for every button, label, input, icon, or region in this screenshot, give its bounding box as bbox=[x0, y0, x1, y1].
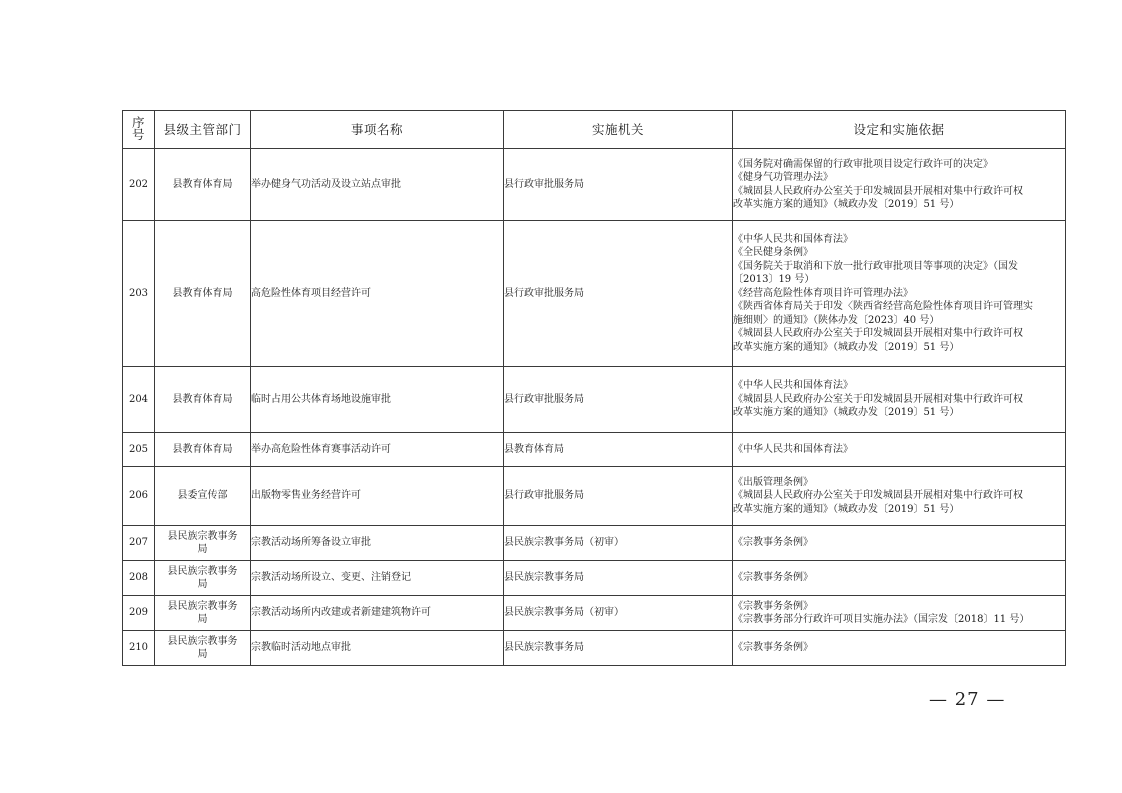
row-dept: 县教育体育局 bbox=[155, 149, 251, 221]
row-basis bbox=[733, 596, 1066, 631]
row-dept: 县委宣传部 bbox=[155, 467, 251, 526]
dept-line: 局 bbox=[197, 649, 208, 660]
row-seq: 205 bbox=[123, 433, 155, 467]
row-seq: 206 bbox=[123, 467, 155, 526]
row-item-name: 宗教活动场所内改建或者新建建筑物许可 bbox=[251, 596, 504, 631]
basis-line: 《宗教事务条例》 bbox=[733, 572, 813, 584]
dept-line: 局 bbox=[197, 544, 208, 555]
row-agency: 县行政审批服务局 bbox=[504, 149, 733, 221]
row-item-name: 举办健身气功活动及设立站点审批 bbox=[251, 149, 504, 221]
row-agency: 县民族宗教事务局（初审） bbox=[504, 596, 733, 631]
table-row bbox=[123, 561, 1066, 596]
basis-line: 《宗教事务条例》 bbox=[733, 537, 813, 549]
row-agency: 县民族宗教事务局 bbox=[504, 561, 733, 596]
dept-line: 县民族宗教事务 bbox=[167, 565, 238, 577]
approval-items-table bbox=[122, 110, 1066, 666]
table-row bbox=[123, 367, 1066, 433]
basis-line: 改革实施方案的通知》（城政办发〔2019〕51 号） bbox=[733, 503, 960, 515]
header-seq bbox=[123, 111, 155, 149]
table-row bbox=[123, 526, 1066, 561]
basis-line: 《中华人民共和国体育法》 bbox=[733, 233, 853, 245]
basis-line: 《宗教事务条例》 bbox=[733, 600, 813, 612]
basis-line: 《国务院关于取消和下放一批行政审批项目等事项的决定》（国发 bbox=[733, 260, 1018, 272]
table-row bbox=[123, 433, 1066, 467]
row-basis bbox=[733, 631, 1066, 666]
dept-line: 县民族宗教事务 bbox=[167, 635, 238, 647]
basis-line: 《城固县人民政府办公室关于印发城固县开展相对集中行政许可权 bbox=[733, 490, 1023, 502]
row-seq: 207 bbox=[123, 526, 155, 561]
row-seq: 204 bbox=[123, 367, 155, 433]
basis-line: 《城固县人民政府办公室关于印发城固县开展相对集中行政许可权 bbox=[733, 328, 1023, 340]
basis-line: 《城固县人民政府办公室关于印发城固县开展相对集中行政许可权 bbox=[733, 185, 1023, 197]
row-dept: 县教育体育局 bbox=[155, 221, 251, 367]
basis-line: 改革实施方案的通知》（城政办发〔2019〕51 号） bbox=[733, 199, 960, 210]
header-seq-line2: 号 bbox=[131, 127, 145, 142]
row-seq: 210 bbox=[123, 631, 155, 666]
row-agency: 县教育体育局 bbox=[504, 433, 733, 467]
basis-line: 《宗教事务条例》 bbox=[733, 642, 813, 654]
dept-line: 局 bbox=[197, 579, 208, 590]
row-item-name: 高危险性体育项目经营许可 bbox=[251, 221, 504, 367]
row-dept bbox=[155, 526, 251, 561]
row-agency: 县行政审批服务局 bbox=[504, 467, 733, 526]
basis-line: 《经营高危险性体育项目许可管理办法》 bbox=[733, 287, 913, 299]
row-item-name: 宗教活动场所设立、变更、注销登记 bbox=[251, 561, 504, 596]
dept-line: 局 bbox=[197, 614, 208, 625]
basis-line: 《宗教事务部分行政许可项目实施办法》（国宗发〔2018〕11 号） bbox=[733, 614, 1030, 625]
table-row bbox=[123, 631, 1066, 666]
row-dept bbox=[155, 631, 251, 666]
header-seq-line1: 序 bbox=[131, 115, 145, 130]
table-row bbox=[123, 596, 1066, 631]
row-basis bbox=[733, 367, 1066, 433]
header-basis: 设定和实施依据 bbox=[733, 111, 1066, 149]
row-item-name: 宗教临时活动地点审批 bbox=[251, 631, 504, 666]
basis-line: 《中华人民共和国体育法》 bbox=[733, 443, 853, 455]
row-basis bbox=[733, 467, 1066, 526]
basis-line: 〔2013〕19 号） bbox=[733, 274, 815, 286]
row-seq: 209 bbox=[123, 596, 155, 631]
basis-line: 施细则〉的通知》（陕体办发〔2023〕40 号） bbox=[733, 314, 940, 326]
row-basis bbox=[733, 433, 1066, 467]
row-basis bbox=[733, 149, 1066, 221]
row-seq: 208 bbox=[123, 561, 155, 596]
dept-line: 县民族宗教事务 bbox=[167, 530, 238, 542]
row-seq: 203 bbox=[123, 221, 155, 367]
row-agency: 县民族宗教事务局 bbox=[504, 631, 733, 666]
header-dept: 县级主管部门 bbox=[155, 111, 251, 149]
basis-line: 《陕西省体育局关于印发〈陕西省经营高危险性体育项目许可管理实 bbox=[733, 301, 1033, 313]
basis-line: 《全民健身条例》 bbox=[733, 247, 813, 259]
page-number: — 27 — bbox=[929, 689, 1006, 710]
row-dept: 县教育体育局 bbox=[155, 367, 251, 433]
row-seq: 202 bbox=[123, 149, 155, 221]
row-dept bbox=[155, 561, 251, 596]
row-dept bbox=[155, 596, 251, 631]
table-row bbox=[123, 221, 1066, 367]
table-header-row bbox=[123, 111, 1066, 149]
row-basis bbox=[733, 221, 1066, 367]
row-agency: 县行政审批服务局 bbox=[504, 221, 733, 367]
row-item-name: 临时占用公共体育场地设施审批 bbox=[251, 367, 504, 433]
header-item-name: 事项名称 bbox=[251, 111, 504, 149]
row-basis bbox=[733, 526, 1066, 561]
dept-line: 县民族宗教事务 bbox=[167, 600, 238, 612]
basis-line: 《中华人民共和国体育法》 bbox=[733, 380, 853, 392]
basis-line: 《国务院对确需保留的行政审批项目设定行政许可的决定》 bbox=[733, 158, 993, 170]
table-row bbox=[123, 467, 1066, 526]
row-item-name: 宗教活动场所筹备设立审批 bbox=[251, 526, 504, 561]
row-item-name: 举办高危险性体育赛事活动许可 bbox=[251, 433, 504, 467]
basis-line: 改革实施方案的通知》（城政办发〔2019〕51 号） bbox=[733, 407, 960, 419]
basis-line: 《城固县人民政府办公室关于印发城固县开展相对集中行政许可权 bbox=[733, 393, 1023, 405]
table-row bbox=[123, 149, 1066, 221]
row-agency: 县民族宗教事务局（初审） bbox=[504, 526, 733, 561]
row-basis bbox=[733, 561, 1066, 596]
header-agency: 实施机关 bbox=[504, 111, 733, 149]
basis-line: 《健身气功管理办法》 bbox=[733, 172, 833, 183]
basis-line: 《出版管理条例》 bbox=[733, 476, 813, 488]
row-dept: 县教育体育局 bbox=[155, 433, 251, 467]
row-item-name: 出版物零售业务经营许可 bbox=[251, 467, 504, 526]
row-agency: 县行政审批服务局 bbox=[504, 367, 733, 433]
basis-line: 改革实施方案的通知》（城政办发〔2019〕51 号） bbox=[733, 341, 960, 353]
